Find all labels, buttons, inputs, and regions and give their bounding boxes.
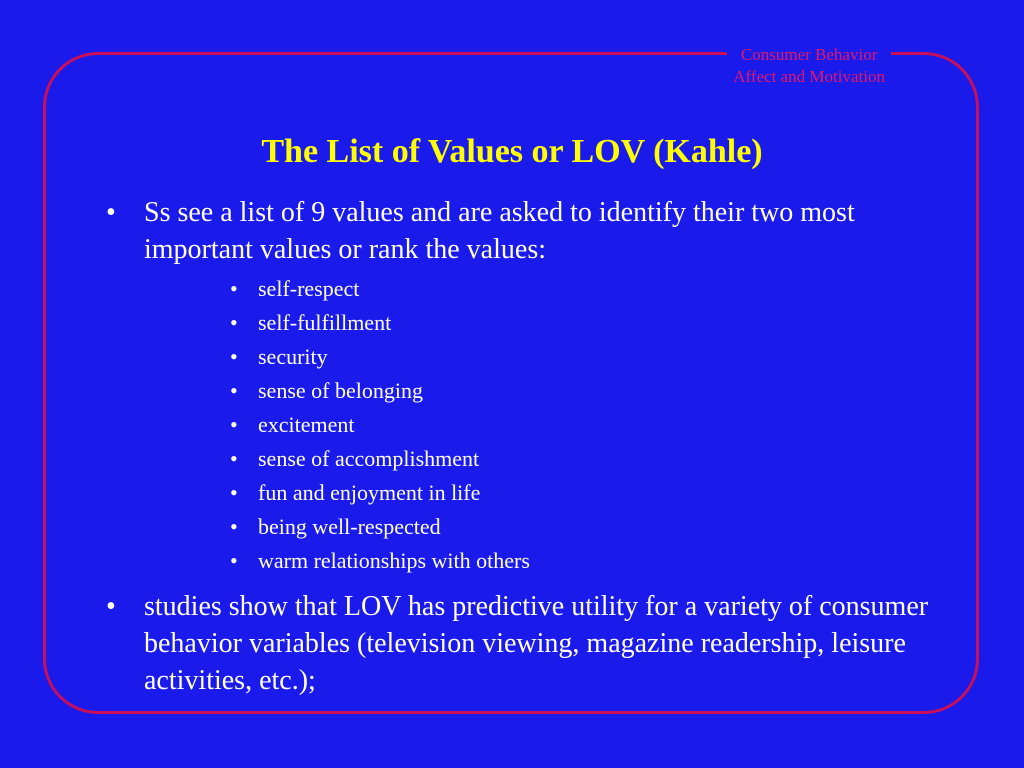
list-item [230,544,966,578]
list-item [230,442,966,476]
bullet-dot: • [230,378,238,403]
bullet-text: Ss see a list of 9 values and are asked to identify their two most important values or rank the values: [144,197,855,265]
list-item-text: being well-respected [258,514,441,539]
bullet-dot: • [230,344,238,369]
list-item-text: warm relationships with others [258,548,530,573]
bullet-item [106,194,966,268]
list-item [230,340,966,374]
bullet-dot: • [230,548,238,573]
slide-content [106,194,966,699]
course-header [727,44,891,88]
bullet-dot: • [106,591,116,622]
list-item [230,272,966,306]
bullet-dot: • [230,412,238,437]
list-item-text: security [258,344,328,369]
list-item-text: fun and enjoyment in life [258,480,481,505]
bullet-dot: • [106,197,116,228]
bullet-dot: • [230,310,238,335]
list-item-text: self-respect [258,276,360,301]
course-subtitle: Affect and Motivation [733,67,885,86]
bullet-item [106,588,966,699]
list-item [230,510,966,544]
bullet-dot: • [230,446,238,471]
bullet-dot: • [230,480,238,505]
course-title: Consumer Behavior [740,45,878,64]
list-item-text: sense of belonging [258,378,423,403]
values-list [230,272,966,578]
list-item [230,476,966,510]
list-item-text: sense of accomplishment [258,446,480,471]
list-item-text: self-fulfillment [258,310,392,335]
bullet-text: studies show that LOV has predictive utility for a variety of consumer behavior variables (television viewing, magazine readership, leisure activities, etc.); [144,591,929,696]
list-item [230,408,966,442]
list-item [230,306,966,340]
bullet-dot: • [230,514,238,539]
list-item [230,374,966,408]
slide-title: The List of Values or LOV (Kahle) [261,133,763,170]
list-item-text: excitement [258,412,355,437]
bullet-dot: • [230,276,238,301]
